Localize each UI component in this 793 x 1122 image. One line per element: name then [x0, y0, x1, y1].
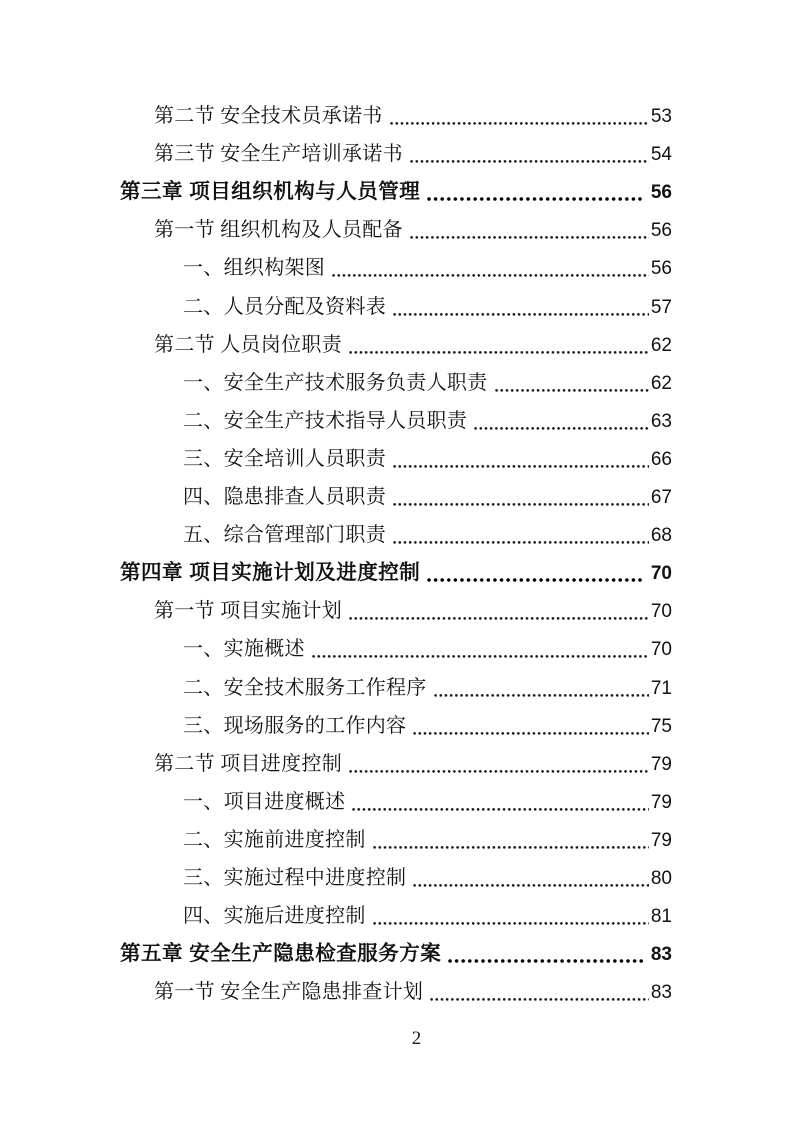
toc-entry-page: 80: [650, 867, 672, 889]
toc-entry-page: 63: [650, 410, 672, 432]
toc-entry: [120, 821, 672, 859]
toc-entry-text: 四、隐患排查人员职责: [183, 486, 386, 509]
toc-entry-page: 66: [650, 448, 672, 470]
toc-entry-text: 二、安全技术服务工作程序: [183, 676, 427, 699]
toc-entry: [120, 326, 672, 364]
toc-entry-page: 68: [650, 525, 672, 547]
dot-leader: [413, 884, 649, 887]
toc-entry: [120, 287, 672, 325]
dot-leader: [312, 655, 649, 658]
dot-leader: [393, 503, 649, 506]
toc-entry-text: 第一节 组织机构及人员配备: [154, 219, 403, 242]
dot-leader: [349, 770, 649, 773]
toc-entry-text: 第一节 项目实施计划: [154, 600, 342, 623]
toc-entry-text: 二、实施前进度控制: [183, 828, 366, 851]
dot-leader: [495, 389, 649, 392]
toc-entry-text: 一、实施概述: [183, 638, 305, 661]
toc-entry-page: 79: [650, 829, 672, 851]
toc-entry-page: 56: [650, 258, 672, 280]
toc-entry-text: 四、实施后进度控制: [183, 905, 366, 928]
toc-entry-page: 57: [650, 296, 672, 318]
toc-entry-page: 83: [650, 944, 672, 966]
toc-entry-page: 71: [650, 677, 672, 699]
dot-leader: [349, 617, 649, 620]
toc-entry: [120, 97, 672, 135]
toc-entry-page: 62: [650, 334, 672, 356]
toc-entry-text: 五、综合管理部门职责: [183, 524, 386, 547]
page-number: 2: [411, 1028, 422, 1049]
toc-entry: [120, 135, 672, 173]
dot-leader: [332, 274, 649, 277]
toc-entry-text: 第二节 项目进度控制: [154, 752, 342, 775]
toc-entry-text: 第二节 安全技术员承诺书: [154, 105, 383, 128]
toc-entry-text: 一、安全生产技术服务负责人职责: [183, 371, 488, 394]
dot-leader: [349, 351, 649, 354]
toc-entry-text: 第四章 项目实施计划及进度控制: [120, 560, 421, 584]
toc-entry: [120, 554, 672, 592]
toc-entry: [120, 440, 672, 478]
toc-entry-page: 83: [650, 982, 672, 1004]
toc-entry-page: 54: [650, 144, 672, 166]
toc-entry: [120, 402, 672, 440]
toc-entry: [120, 592, 672, 630]
toc-entry: [120, 516, 672, 554]
toc-list: [120, 97, 672, 1011]
toc-entry-page: 56: [650, 182, 672, 204]
toc-entry: [120, 745, 672, 783]
toc-entry-page: 56: [650, 220, 672, 242]
toc-entry-page: 79: [650, 753, 672, 775]
dot-leader: [390, 122, 649, 125]
toc-entry-text: 一、组织构架图: [183, 257, 326, 280]
toc-entry-page: 70: [650, 601, 672, 623]
toc-entry: [120, 973, 672, 1011]
dot-leader: [352, 808, 648, 811]
dot-leader: [410, 236, 649, 239]
toc-entry: [120, 249, 672, 287]
toc-entry-page: 70: [650, 639, 672, 661]
toc-entry-page: 53: [650, 106, 672, 128]
toc-entry-text: 二、安全生产技术指导人员职责: [183, 409, 468, 432]
dot-leader: [373, 922, 649, 925]
dot-leader: [474, 427, 649, 430]
toc-entry-text: 三、安全培训人员职责: [183, 447, 386, 470]
toc-entry: [120, 897, 672, 935]
toc-entry-text: 二、人员分配及资料表: [183, 295, 386, 318]
toc-entry: [120, 211, 672, 249]
dot-leader: [448, 959, 644, 963]
toc-entry-text: 第三节 安全生产培训承诺书: [154, 143, 403, 166]
dot-leader: [373, 846, 649, 849]
dot-leader: [393, 313, 649, 316]
dot-leader: [427, 197, 644, 201]
toc-entry-text: 三、实施过程中进度控制: [183, 866, 407, 889]
dot-leader: [393, 541, 649, 544]
toc-entry: [120, 364, 672, 402]
toc-entry-text: 第二节 人员岗位职责: [154, 333, 342, 356]
toc-entry-text: 三、现场服务的工作内容: [183, 714, 407, 737]
toc-entry: [120, 630, 672, 668]
toc-entry-text: 第五章 安全生产隐患检查服务方案: [120, 941, 442, 965]
toc-entry-page: 62: [650, 372, 672, 394]
toc-entry: [120, 668, 672, 706]
toc-entry-page: 75: [650, 715, 672, 737]
toc-entry: [120, 783, 672, 821]
toc-entry-text: 第一节 安全生产隐患排查计划: [154, 981, 424, 1004]
dot-leader: [430, 998, 649, 1001]
toc-entry: [120, 707, 672, 745]
toc-entry-page: 81: [650, 906, 672, 928]
dot-leader: [427, 578, 644, 582]
toc-entry: [120, 935, 672, 973]
toc-entry-page: 79: [650, 791, 672, 813]
toc-entry-text: 一、项目进度概述: [183, 790, 346, 813]
dot-leader: [434, 694, 649, 697]
toc-entry: [120, 859, 672, 897]
dot-leader: [413, 732, 649, 735]
toc-entry-page: 70: [650, 563, 672, 585]
toc-entry: [120, 478, 672, 516]
dot-leader: [393, 465, 649, 468]
dot-leader: [410, 160, 649, 163]
toc-entry-text: 第三章 项目组织机构与人员管理: [120, 179, 421, 203]
toc-entry-page: 67: [650, 487, 672, 509]
toc-entry: [120, 173, 672, 211]
